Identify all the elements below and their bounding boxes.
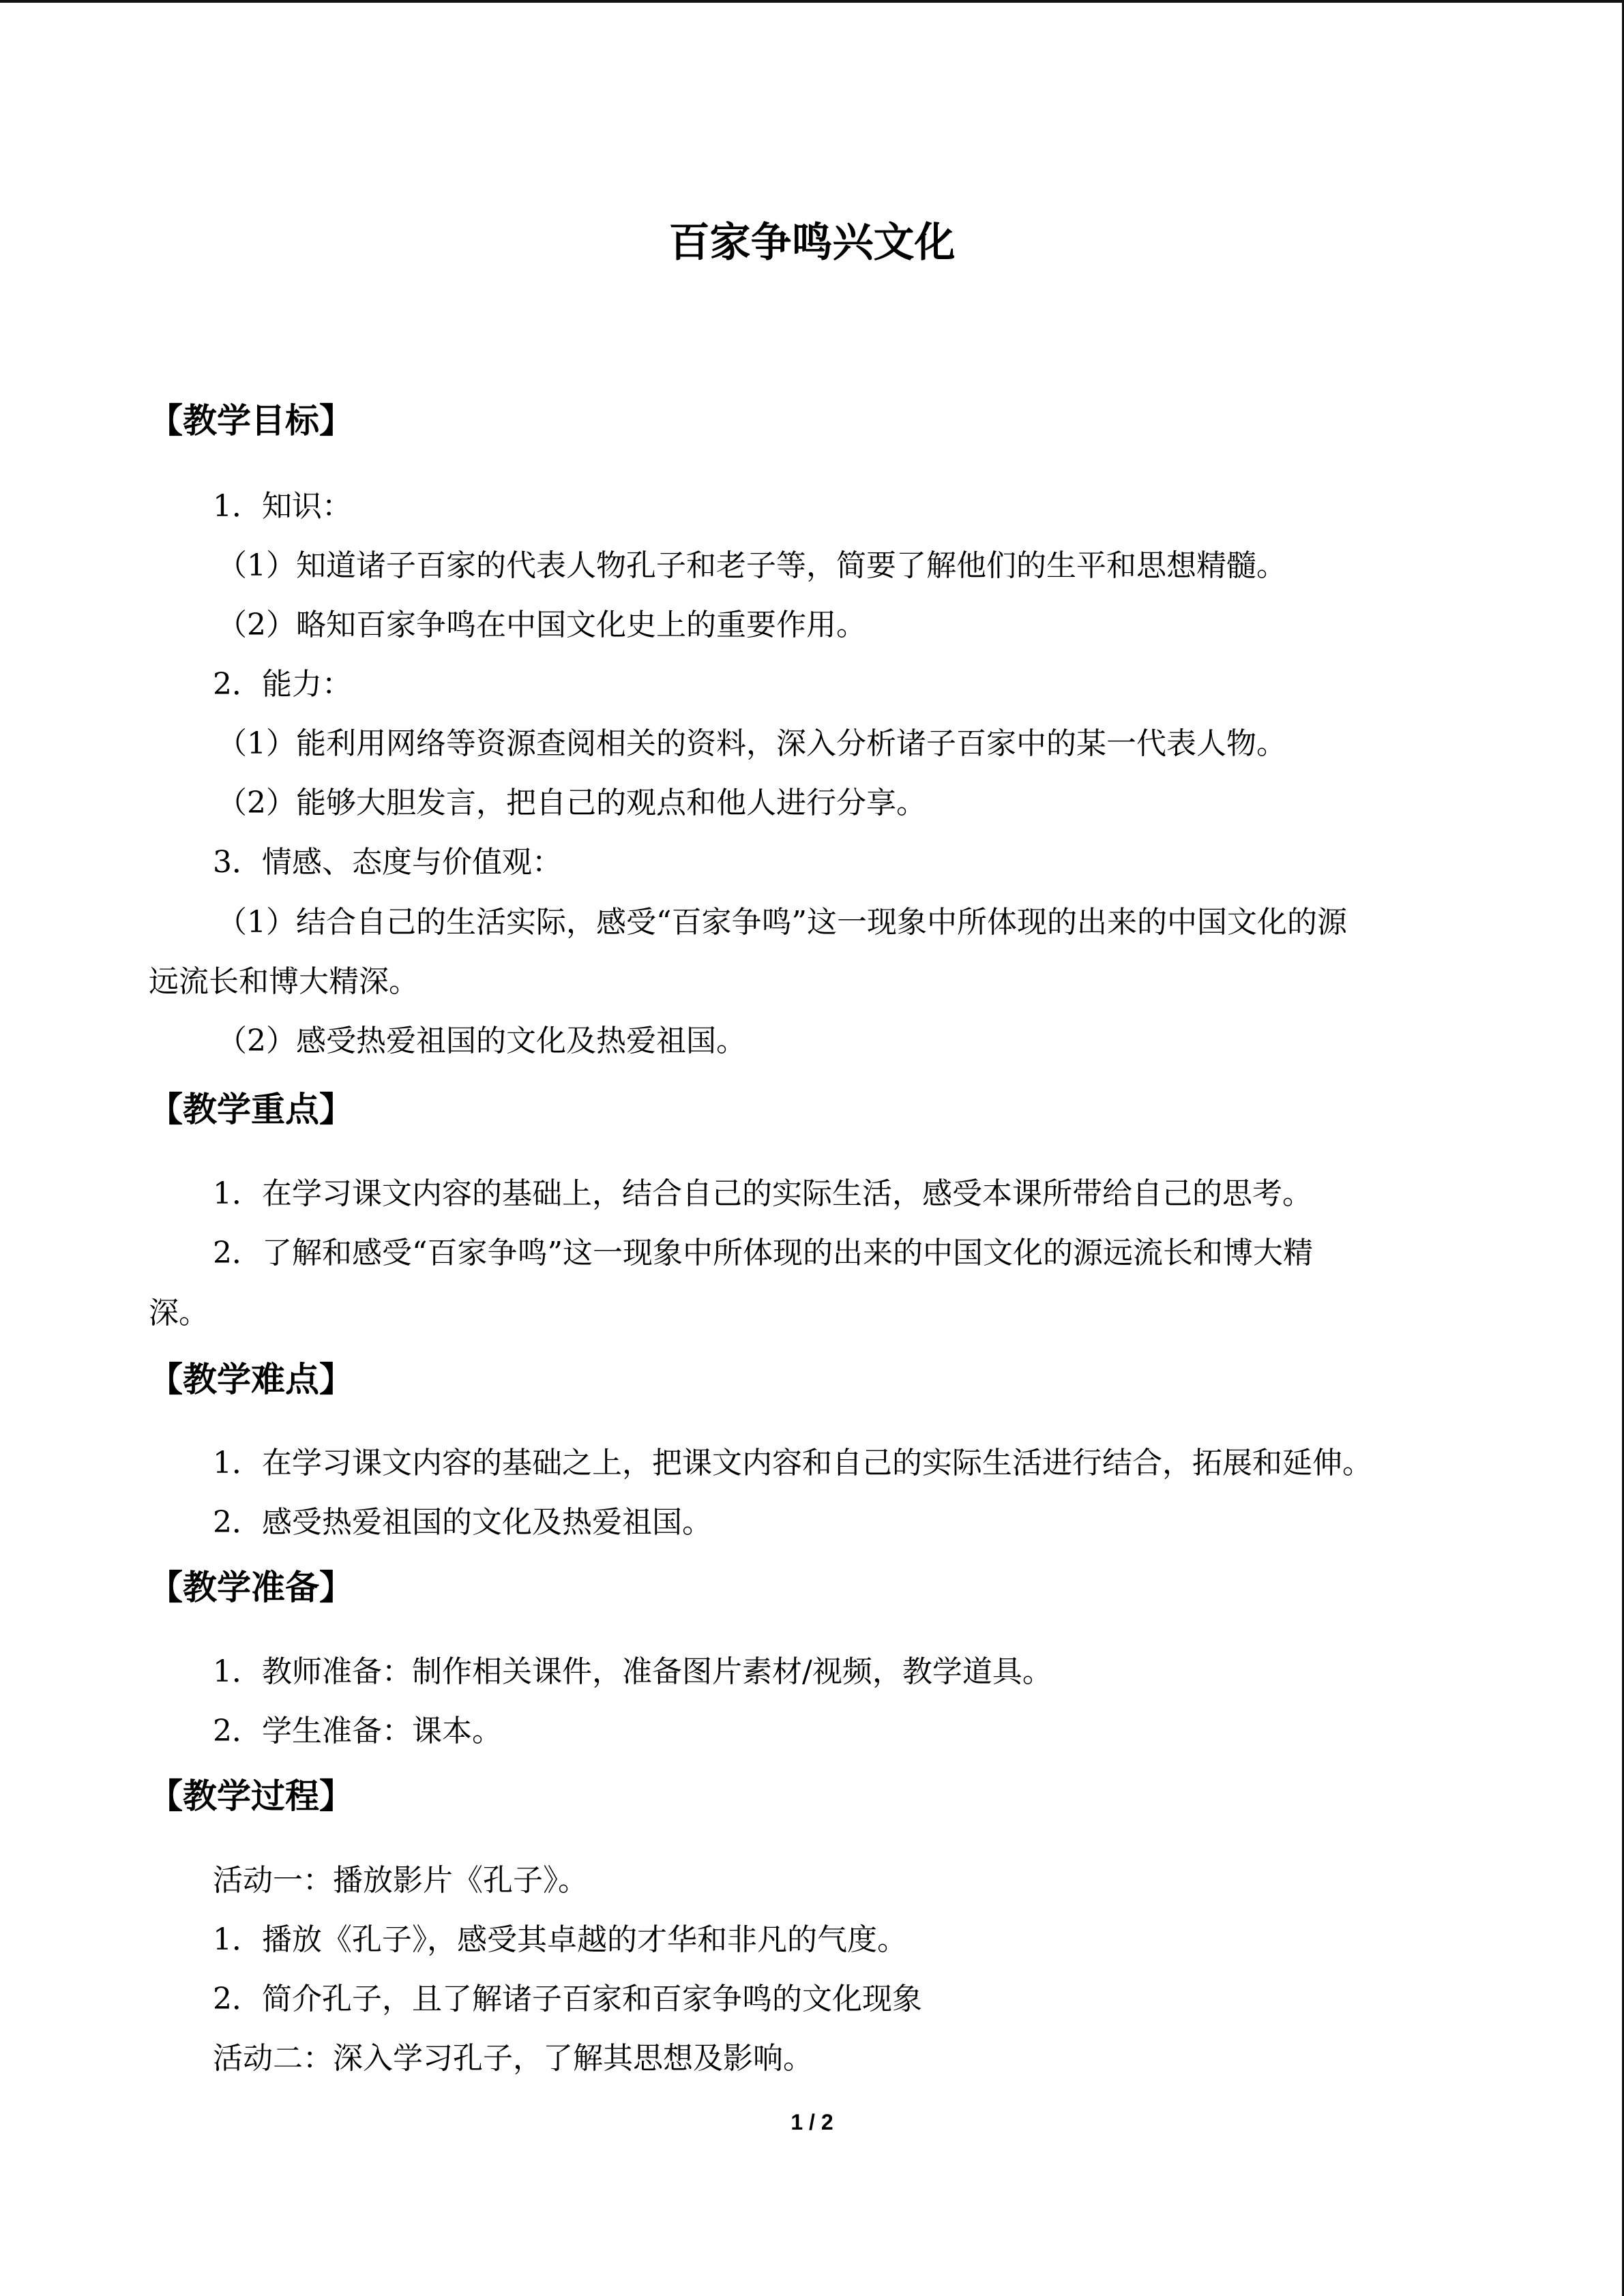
section-heading-process: 【教学过程】 xyxy=(149,1776,353,1816)
document-title: 百家争鸣兴文化 xyxy=(668,219,956,267)
objective-line: （2）感受热爱祖国的文化及热爱祖国。 xyxy=(217,1024,746,1058)
process-line: 1．播放《孔子》，感受其卓越的才华和非凡的气度。 xyxy=(213,1922,907,1957)
objective-line: （2）略知百家争鸣在中国文化史上的重要作用。 xyxy=(217,608,866,642)
preparation-line: 2．学生准备：课本。 xyxy=(213,1714,502,1748)
process-line: 活动一：播放影片《孔子》。 xyxy=(213,1863,588,1898)
objective-line: 2．能力： xyxy=(213,667,352,702)
difficulty-line: 1．在学习课文内容的基础之上，把课文内容和自己的实际生活进行结合，拓展和延伸。 xyxy=(213,1446,1372,1480)
process-line: 活动二：深入学习孔子，了解其思想及影响。 xyxy=(213,2041,813,2076)
objective-line: （2）能够大胆发言，把自己的观点和他人进行分享。 xyxy=(217,786,926,820)
key-point-line: 2．了解和感受“百家争鸣”这一现象中所体现的出来的中国文化的源远流长和博大精 xyxy=(213,1236,1313,1270)
section-heading-difficulties: 【教学难点】 xyxy=(149,1360,353,1399)
key-point-line: 深。 xyxy=(149,1296,209,1330)
page-number: 1 / 2 xyxy=(791,2110,833,2134)
key-point-line: 1．在学习课文内容的基础上，结合自己的实际生活，感受本课所带给自己的思考。 xyxy=(213,1176,1312,1211)
section-heading-key-points: 【教学重点】 xyxy=(149,1090,353,1129)
objective-line: （1）能利用网络等资源查阅相关的资料，深入分析诸子百家中的某一代表人物。 xyxy=(217,726,1286,761)
section-heading-objectives: 【教学目标】 xyxy=(149,401,353,441)
objective-line: （1）知道诸子百家的代表人物孔子和老子等，简要了解他们的生平和思想精髓。 xyxy=(217,548,1286,583)
difficulty-line: 2．感受热爱祖国的文化及热爱祖国。 xyxy=(213,1505,712,1540)
preparation-line: 1．教师准备：制作相关课件，准备图片素材/视频，教学道具。 xyxy=(213,1654,1052,1689)
objective-line: 1．知识： xyxy=(213,489,352,524)
section-heading-preparation: 【教学准备】 xyxy=(149,1568,353,1607)
objective-line: （1）结合自己的生活实际，感受“百家争鸣”这一现象中所体现的出来的中国文化的源 xyxy=(217,905,1347,940)
objective-line: 远流长和博大精深。 xyxy=(149,964,419,999)
process-line: 2．简介孔子，且了解诸子百家和百家争鸣的文化现象 xyxy=(213,1982,922,2016)
objective-line: 3．情感、态度与价值观： xyxy=(213,845,562,880)
